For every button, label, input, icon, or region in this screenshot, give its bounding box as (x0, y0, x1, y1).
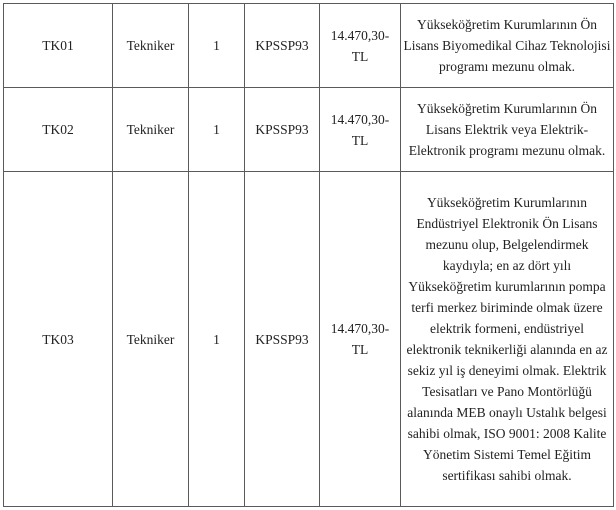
position-code: TK01 (4, 4, 113, 88)
kpss-score-type: KPSSP93 (245, 172, 320, 507)
job-positions-table (3, 3, 614, 507)
salary (320, 172, 401, 507)
table-row (4, 4, 614, 88)
requirement: Yükseköğretim Kurumlarının Ön Lisans Elektrik veya Elektrik-Elektronik programı mezunu olmak. (401, 88, 614, 172)
position-count: 1 (189, 88, 245, 172)
position-code: TK02 (4, 88, 113, 172)
requirement: Yükseköğretim Kurumlarının Ön Lisans Biyomedikal Cihaz Teknolojisi programı mezunu olmak. (401, 4, 614, 88)
position-count: 1 (189, 4, 245, 88)
salary-currency: TL (351, 342, 369, 357)
salary (320, 88, 401, 172)
table-row (4, 88, 614, 172)
position-count: 1 (189, 172, 245, 507)
position-title: Tekniker (113, 4, 189, 88)
salary-currency: TL (351, 48, 369, 64)
kpss-score-type: KPSSP93 (245, 88, 320, 172)
position-title: Tekniker (113, 172, 189, 507)
position-code: TK03 (4, 172, 113, 507)
salary-amount: 14.470,30- (330, 27, 390, 43)
salary-currency: TL (351, 132, 369, 148)
salary (320, 4, 401, 88)
salary-amount: 14.470,30- (330, 321, 390, 336)
requirement: Yükseköğretim Kurumlarının Endüstriyel Elektronik Ön Lisans mezunu olup, Belgelendirmek kaydıyla; en az dört yılı Yükseköğretim kurumlarının pompa terfi merkez biriminde olmak üzere elektrik formeni, endüstriyel elektronik teknikerliği alanında en az sekiz yıl iş deneyimi olmak. Elektrik Tesisatları ve Pano Montörlüğü alanında MEB onaylı Ustalık belgesi sahibi olmak, ISO 9001: 2008 Kalite Yönetim Sistemi Temel Eğitim sertifikası sahibi olmak. (401, 172, 614, 507)
position-title: Tekniker (113, 88, 189, 172)
kpss-score-type: KPSSP93 (245, 4, 320, 88)
salary-amount: 14.470,30- (330, 111, 390, 127)
table-row (4, 172, 614, 507)
